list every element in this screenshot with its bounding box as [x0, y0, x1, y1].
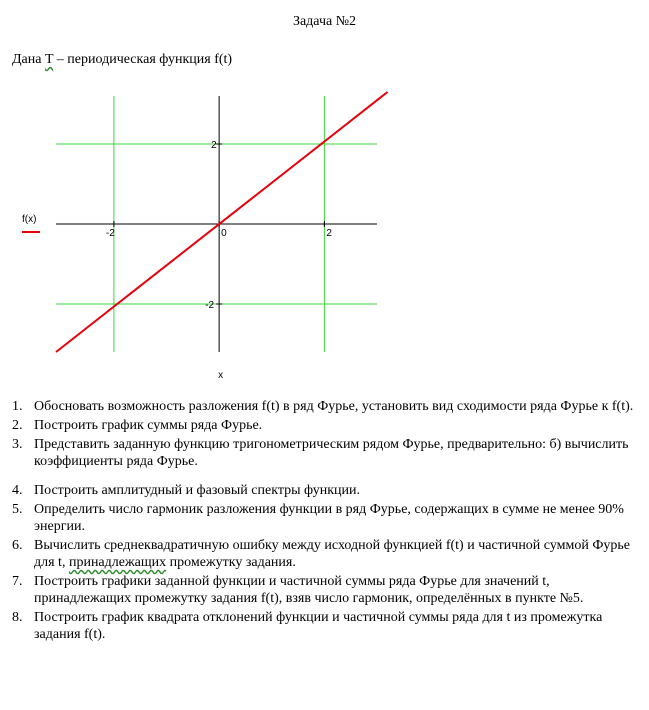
- x-tick-label: -2: [105, 228, 115, 239]
- task-item-4: 4. Построить амплитудный и фазовый спектры функции.: [12, 483, 361, 498]
- page-title: Задача №2: [292, 14, 357, 29]
- x-axis-label: x: [218, 370, 224, 381]
- function-plot: [0, 90, 400, 390]
- y-tick-label: -2: [205, 300, 215, 311]
- y-tick-label: 2: [211, 140, 217, 151]
- y-axis-label: f(x): [22, 214, 37, 225]
- intro-prefix: Дана: [12, 52, 45, 67]
- task-list: [12, 398, 637, 645]
- x-tick-label: 2: [326, 228, 332, 239]
- task-item-1: 1. Обосновать возможность разложения f(t) в ряд Фурье, установить вид сходимости ряда Фурье к f(t).: [12, 399, 634, 414]
- task-item-6: 6. Вычислить среднеквадратичную ошибку между исходной функцией f(t) и частичной суммой Фурье для t, принадлежащих промежутку задания.: [12, 538, 631, 570]
- task-item-3: 3. Представить заданную функцию тригонометрическим рядом Фурье, предварительно: б) вычислить коэффициенты ряда Фурье.: [12, 437, 629, 469]
- intro-suffix: – периодическая функция f(t): [53, 52, 233, 67]
- task-item-2: 2. Построить график суммы ряда Фурье.: [12, 418, 263, 433]
- plot-axis-labels: [22, 214, 223, 381]
- task-item-7: 7. Построить графики заданной функции и частичной суммы ряда Фурье для значений t, принадлежащих промежутку задания f(t), взяв число гармоник, определённых в пункте №5.: [12, 574, 584, 606]
- intro-period-symbol: T: [44, 52, 54, 67]
- plot-series: [56, 92, 388, 352]
- series-line: [56, 92, 388, 352]
- intro-text: [12, 52, 232, 68]
- x-tick-label: 0: [221, 228, 227, 239]
- task-item-5: 5. Определить число гармоник разложения функции в ряд Фурье, содержащих в сумме не менее 90% энергии.: [12, 502, 624, 534]
- task-item-8: 8. Построить график квадрата отклонений функции и частичной суммы ряда для t из промежутка задания f(t).: [12, 610, 603, 642]
